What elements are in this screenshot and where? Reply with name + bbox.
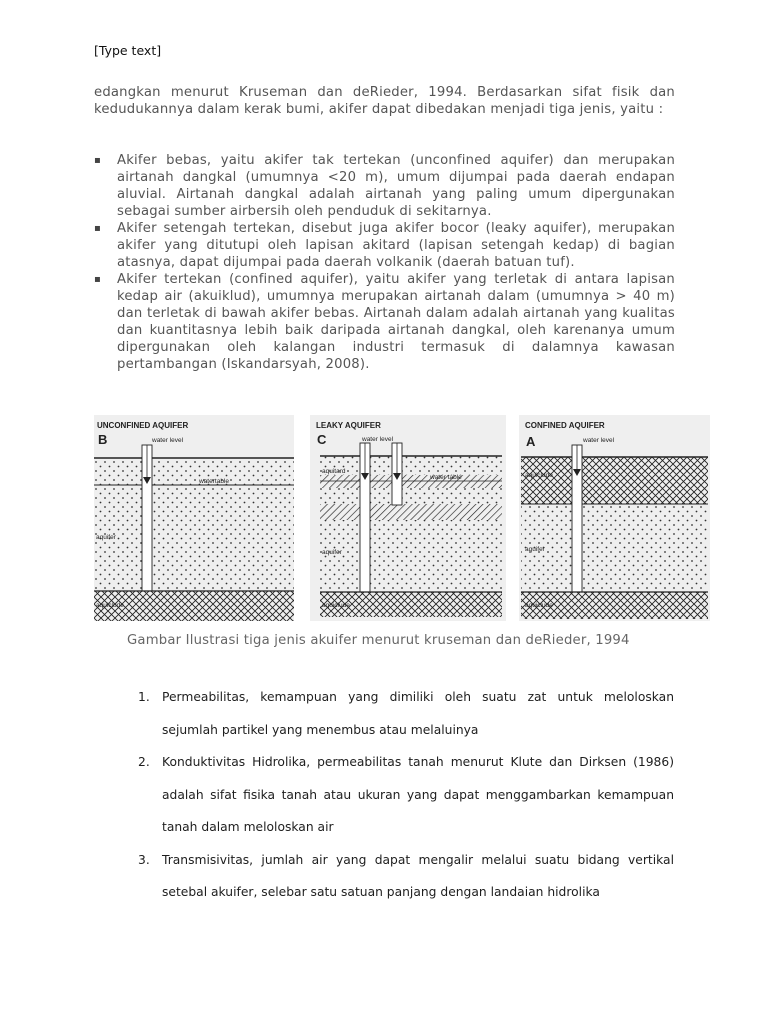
aquifer-layer <box>521 504 708 592</box>
figure-leaky-aquifer <box>310 415 506 621</box>
aquitard-lower-layer <box>320 504 502 520</box>
aquiclude-layer <box>94 591 294 621</box>
aquiclude-label: aquiclude <box>96 602 124 609</box>
water-table-label: watertable <box>199 478 229 485</box>
leaky-aquifer-diagram <box>310 415 506 621</box>
water-table-label: water table <box>430 474 462 481</box>
aquiclude-label: aquiclude <box>525 602 553 609</box>
figure-confined-aquifer <box>519 415 710 621</box>
bullet-square-icon: ▪ <box>94 274 101 285</box>
list-item <box>138 746 674 844</box>
intro-paragraph: edangkan menurut Kruseman dan deRieder, 1994. Berdasarkan sifat fisik dan kedudukannya dalam kerak bumi, akifer dapat dibedakan menjadi tiga jenis, yaitu : <box>94 85 675 117</box>
bullet-square-icon: ▪ <box>94 223 101 234</box>
aquiclude-top-label: aquiclude <box>525 472 553 479</box>
aquifer-label: aquifer <box>96 534 116 541</box>
figure-title: CONFINED AQUIFER <box>525 421 605 430</box>
list-item-text: Transmisivitas, jumlah air yang dapat mengalir melalui suatu bidang vertikal setebal akuifer, selebar satu satuan panjang dengan landaian hidrolika <box>162 852 674 899</box>
figure-caption: Gambar Ilustrasi tiga jenis akuifer menurut kruseman dan deRieder, 1994 <box>127 633 630 648</box>
aquifer-layer <box>320 520 502 592</box>
unconfined-aquifer-diagram <box>94 415 294 621</box>
figure-title: LEAKY AQUIFER <box>316 421 381 430</box>
list-item <box>138 844 674 909</box>
list-item <box>138 681 674 746</box>
list-item <box>94 152 675 220</box>
list-item-text: Akifer setengah tertekan, disebut juga akifer bocor (leaky aquifer), merupakan akifer yang ditutupi oleh lapisan akitard (lapisan setengah kedap) di bagian atasnya, dapat dijumpai pada daerah volkanik (daerah batuan tuf). <box>117 221 675 270</box>
aquiclude-label: aquiclude <box>322 602 350 609</box>
list-item-number: 2. <box>138 755 150 769</box>
figure-letter: B <box>98 432 108 447</box>
list-item-text: Akifer bebas, yaitu akifer tak tertekan (unconfined aquifer) dan merupakan airtanah dangkal (umumnya <20 m), umum dijumpai pada daerah endapan aluvial. Airtanah dangkal adalah airtanah yang paling umum dipergunakan sebagai sumber airbersih oleh penduduk di sekitarnya. <box>117 153 675 219</box>
middle-aquifer-layer <box>320 488 502 504</box>
list-item-number: 1. <box>138 690 150 704</box>
figure-letter: A <box>526 434 536 449</box>
aquitard-layer <box>320 475 502 488</box>
definition-list <box>138 681 674 909</box>
aquifer-label: aquifer <box>525 546 545 553</box>
aquiclude-top-layer <box>521 457 708 504</box>
water-level-label: water level <box>583 437 615 444</box>
confined-aquifer-diagram <box>519 415 710 621</box>
list-item <box>94 220 675 271</box>
list-item-number: 3. <box>138 852 150 867</box>
page-header: [Type text] <box>94 43 162 58</box>
upper-aquifer-layer <box>320 456 502 475</box>
list-item <box>94 271 675 373</box>
list-item-text: Permeabilitas, kemampuan yang dimiliki oleh suatu zat untuk meloloskan sejumlah partikel yang menembus atau melaluinya <box>162 690 674 737</box>
water-level-label: water level <box>152 437 184 444</box>
aquifer-layer <box>94 458 294 591</box>
figure-unconfined-aquifer <box>94 415 294 621</box>
bullet-square-icon: ▪ <box>94 155 101 166</box>
aquifer-type-list <box>94 152 675 373</box>
water-level-label: water level <box>362 436 394 443</box>
list-item-text: Konduktivitas Hidrolika, permeabilitas tanah menurut Klute dan Dirksen (1986) adalah sifat fisika tanah atau ukuran yang dapat menggambarkan kemampuan tanah dalam meloloskan air <box>162 755 674 834</box>
figure-title: UNCONFINED AQUIFER <box>97 421 189 430</box>
aquitard-label: aquitard <box>322 468 346 475</box>
aquifer-label: aquifer <box>322 549 342 556</box>
list-item-text: Akifer tertekan (confined aquifer), yaitu akifer yang terletak di antara lapisan kedap air (akuiklud), umumnya merupakan airtanah dalam (umumnya > 40 m) dan terletak di bawah akifer bebas. Airtanah dalam adalah airtanah yang kualitas dan kuantitasnya lebih baik daripada airtanah dangkal, oleh karenanya umum dipergunakan oleh kalangan industri termasuk di dalamnya kawasan pertambangan (Iskandarsyah, 2008). <box>117 272 675 372</box>
figure-letter: C <box>317 432 327 447</box>
